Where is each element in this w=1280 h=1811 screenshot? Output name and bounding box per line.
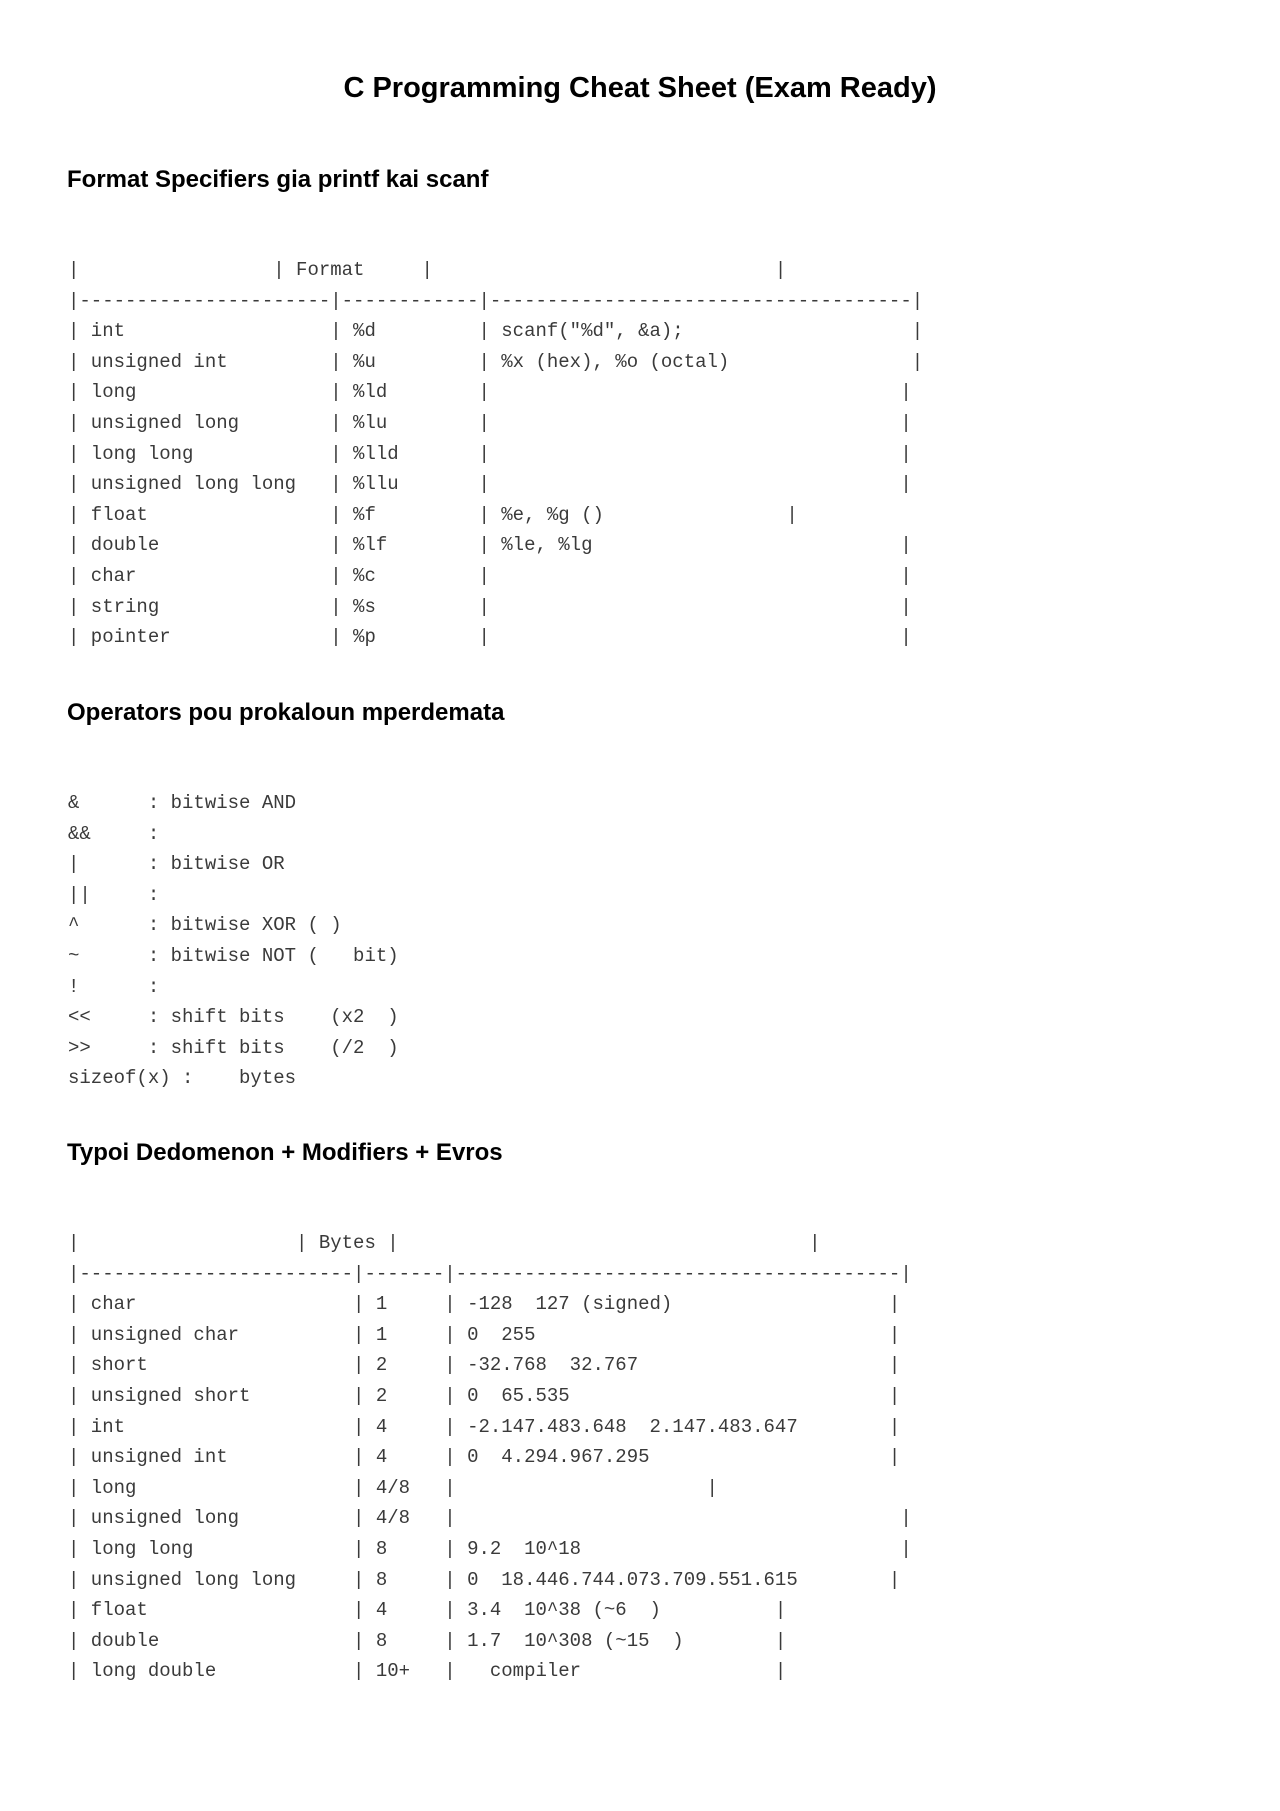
text-line: >> : shift bits (/2 ) — [68, 1036, 399, 1059]
text-line: sizeof(x) : bytes — [68, 1067, 297, 1090]
text-line: & : bitwise AND — [68, 792, 297, 814]
text-line: | long long | %lld | | — [68, 442, 912, 465]
page-title: C Programming Cheat Sheet (Exam Ready) — [343, 72, 937, 104]
text-line: | char | %c | | — [68, 564, 912, 587]
text-line: || : — [68, 883, 160, 906]
text-line: |------------------------|-------|---------------------------------------| — [68, 1262, 912, 1285]
data-types-table — [68, 1228, 912, 1687]
text-line: | unsigned char | 1 | 0 255 | — [68, 1323, 901, 1346]
text-line: | unsigned int | %u | %x (hex), %o (octal) | — [68, 350, 924, 373]
text-line: | float | 4 | 3.4 10^38 (~6 ) | — [68, 1599, 787, 1622]
text-line: | string | %s | | — [68, 595, 912, 618]
text-line: ! : — [68, 975, 160, 998]
text-line: | unsigned int | 4 | 0 4.294.967.295 | — [68, 1446, 901, 1469]
text-line: | long double | 10+ | compiler | — [68, 1660, 787, 1683]
format-specifiers-heading: Format Specifiers gia printf kai scanf — [67, 166, 489, 193]
text-line: | : bitwise OR — [68, 853, 285, 876]
text-line: | short | 2 | -32.768 32.767 | — [68, 1354, 901, 1377]
format-specifiers-table — [68, 255, 923, 653]
text-line: | unsigned long | 4/8 | | — [68, 1507, 912, 1530]
data-types-heading: Typoi Dedomenon + Modifiers + Evros — [67, 1139, 503, 1166]
text-line: | double | 8 | 1.7 10^308 (~15 ) | — [68, 1629, 787, 1652]
text-line: | | Format | | — [68, 259, 787, 281]
text-line: | long long | 8 | 9.2 10^18 | — [68, 1537, 912, 1560]
text-line: | double | %lf | %le, %lg | — [68, 534, 912, 557]
text-line: | unsigned long long | 8 | 0 18.446.744.073.709.551.615 | — [68, 1568, 901, 1591]
text-line: << : shift bits (x2 ) — [68, 1006, 399, 1029]
text-line: | long | %ld | | — [68, 381, 912, 404]
operators-list — [68, 788, 399, 1094]
text-line: | unsigned long | %lu | | — [68, 411, 912, 434]
text-line: | unsigned short | 2 | 0 65.535 | — [68, 1384, 901, 1407]
text-line: ~ : bitwise NOT ( bit) — [68, 944, 399, 967]
text-line: && : — [68, 822, 160, 845]
text-line: |----------------------|------------|-------------------------------------| — [68, 289, 924, 312]
text-line: | float | %f | %e, %g () | — [68, 503, 798, 526]
text-line: | char | 1 | -128 127 (signed) | — [68, 1293, 901, 1316]
text-line: | unsigned long long | %llu | | — [68, 473, 912, 496]
text-line: | pointer | %p | | — [68, 626, 912, 649]
operators-heading: Operators pou prokaloun mperdemata — [67, 699, 505, 726]
text-line: ^ : bitwise XOR ( ) — [68, 914, 342, 937]
text-line: | int | %d | scanf("%d", &a); | — [68, 320, 924, 343]
text-line: | int | 4 | -2.147.483.648 2.147.483.647 | — [68, 1415, 901, 1438]
text-line: | | Bytes | | — [68, 1232, 821, 1254]
text-line: | long | 4/8 | | — [68, 1476, 718, 1499]
